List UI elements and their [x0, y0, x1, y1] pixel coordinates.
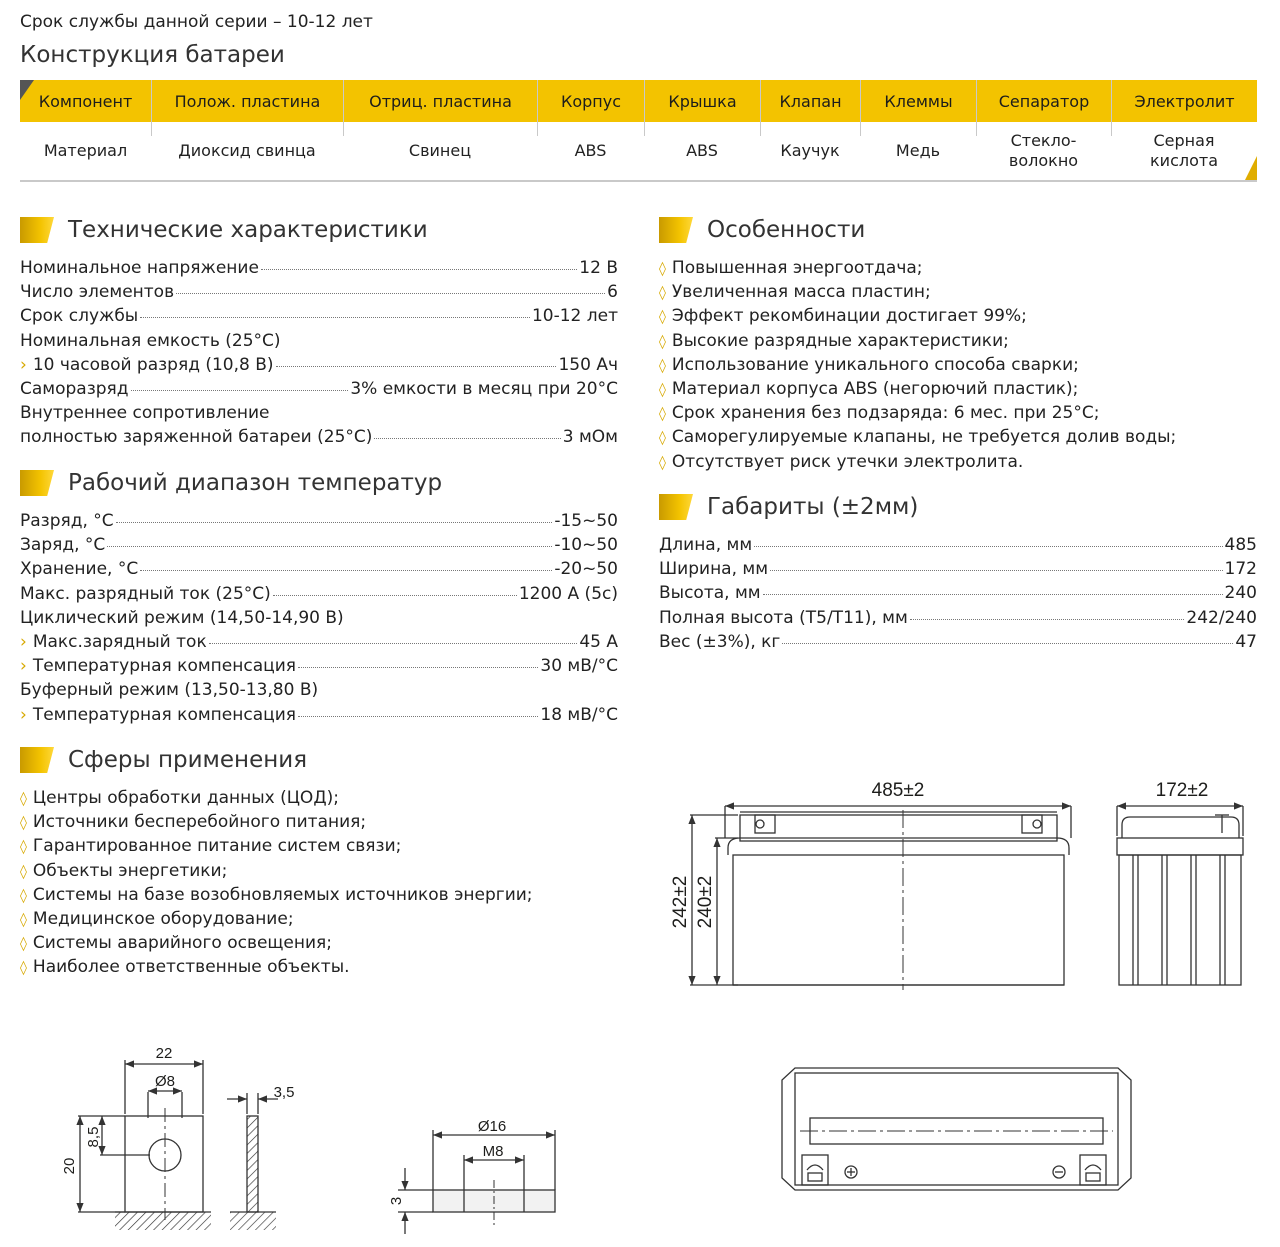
diamond-bullet-icon: ◊: [659, 454, 666, 471]
list-item-text: Эффект рекомбинации достигает 99%;: [671, 306, 1027, 327]
washer-thickness-label: 3: [388, 1196, 405, 1206]
spec-label: Вес (±3%), кг: [659, 631, 781, 652]
terminal-offset-label: 8,5: [85, 1126, 102, 1148]
list-item-text: Объекты энергетики;: [32, 860, 228, 881]
list-item-text: Системы аварийного освещения;: [32, 933, 333, 954]
spec-value: 485: [1224, 535, 1257, 555]
spec-label: Саморазряд: [20, 378, 129, 399]
cell-negative-plate: Свинец: [408, 141, 472, 160]
dimensions-title: Габариты (±2мм): [707, 494, 919, 520]
spec-label: Хранение, °С: [20, 559, 139, 580]
col-header-terminals: Клеммы: [860, 80, 976, 122]
spec-label: Разряд, °С: [20, 511, 114, 531]
col-header-electrolyte: Электролит: [1111, 80, 1257, 122]
spec-value: 18 мВ/°С: [540, 704, 618, 725]
list-item-text: Повышенная энергоотдача;: [671, 258, 923, 278]
list-item-text: Отсутствует риск утечки электролита.: [671, 451, 1024, 472]
terminal-width-label: 22: [155, 1045, 173, 1062]
diamond-bullet-icon: ◊: [659, 406, 666, 423]
row-label-material: Материал: [43, 141, 128, 160]
total-height-label: 242±2: [670, 875, 691, 929]
chevron-right-icon: ›: [20, 656, 27, 677]
list-item-text: Медицинское оборудование;: [32, 908, 294, 929]
chevron-right-icon: ›: [20, 354, 27, 375]
col-header-positive-plate: Полож. пластина: [151, 80, 343, 122]
col-header-lid: Крышка: [644, 80, 760, 122]
spec-value: 3 мОм: [562, 427, 618, 448]
diamond-bullet-icon: ◊: [20, 936, 27, 953]
spec-value: 240: [1224, 583, 1257, 604]
diamond-bullet-icon: ◊: [20, 887, 27, 904]
diamond-bullet-icon: ◊: [20, 911, 27, 928]
spec-value: 45 А: [579, 631, 618, 652]
cell-valve: Каучук: [780, 141, 840, 160]
col-header-valve: Клапан: [760, 80, 860, 122]
spec-value: 12 В: [579, 258, 618, 278]
features-title: Особенности: [707, 217, 866, 243]
list-item-text: Наиболее ответственные объекты.: [32, 957, 350, 978]
list-item-text: Источники бесперебойного питания;: [32, 812, 367, 833]
spec-label: Макс.зарядный ток: [32, 631, 207, 652]
terminal-height-label: 20: [61, 1157, 78, 1175]
list-item-text: Срок хранения без подзаряда: 6 мес. при 25°С;: [671, 403, 1100, 424]
col-header-case: Корпус: [537, 80, 644, 122]
list-item-text: Использование уникального способа сварки;: [671, 354, 1079, 375]
diamond-bullet-icon: ◊: [659, 261, 666, 277]
cell-electrolyte: Серная кислота: [1150, 131, 1218, 170]
spec-value: 10-12 лет: [531, 306, 618, 327]
list-item-text: Увеличенная масса пластин;: [671, 282, 931, 303]
spec-value: 150 Ач: [558, 354, 618, 375]
service-life-note: Срок службы данной серии – 10-12 лет: [20, 12, 373, 32]
spec-value: 30 мВ/°С: [540, 656, 618, 677]
spec-label: Циклический режим (14,50-14,90 В): [20, 607, 344, 628]
col-header-separator: Сепаратор: [976, 80, 1111, 122]
washer-detail-drawing: [398, 1130, 555, 1234]
spec-label: Срок службы: [20, 306, 139, 327]
spec-label: Температурная компенсация: [32, 704, 296, 725]
diamond-bullet-icon: ◊: [20, 960, 27, 977]
spec-label: Высота, мм: [659, 583, 761, 604]
battery-side-view: [1117, 806, 1243, 985]
diamond-bullet-icon: ◊: [659, 357, 666, 374]
diamond-bullet-icon: ◊: [659, 381, 666, 398]
col-header-component: Компонент: [38, 91, 133, 111]
spec-label: Внутреннее сопротивление: [20, 403, 270, 424]
spec-label: Температурная компенсация: [32, 656, 296, 677]
cell-positive-plate: Диоксид свинца: [178, 141, 316, 160]
diamond-bullet-icon: ◊: [659, 430, 666, 447]
battery-front-view: [690, 806, 1071, 990]
washer-thread-label: M8: [482, 1143, 504, 1160]
spec-label: Буферный режим (13,50-13,80 В): [20, 680, 319, 701]
terminal-hole-label: Ø8: [154, 1073, 176, 1090]
cell-lid: ABS: [686, 141, 718, 160]
case-height-label: 240±2: [695, 875, 716, 929]
spec-value: 1200 А (5с): [518, 583, 618, 604]
spec-value: -20~50: [554, 559, 618, 580]
list-item-text: Саморегулируемые клапаны, не требуется долив воды;: [671, 427, 1177, 448]
spec-label: 10 часовой разряд (10,8 В): [32, 354, 274, 375]
spec-value: 6: [607, 282, 618, 303]
spec-value: -15~50: [554, 511, 618, 531]
spec-value: 172: [1224, 559, 1257, 580]
diamond-bullet-icon: ◊: [659, 309, 666, 326]
diamond-bullet-icon: ◊: [20, 839, 27, 856]
spec-label: Длина, мм: [659, 535, 753, 555]
diamond-bullet-icon: ◊: [20, 815, 27, 832]
list-item-text: Материал корпуса ABS (негорючий пластик);: [671, 378, 1079, 399]
spec-label: Ширина, мм: [659, 559, 769, 580]
diamond-bullet-icon: ◊: [20, 791, 27, 807]
applications-title: Сферы применения: [68, 747, 308, 773]
diamond-bullet-icon: ◊: [659, 333, 666, 350]
chevron-right-icon: ›: [20, 631, 27, 652]
cell-separator: Стекло- волокно: [1008, 131, 1079, 170]
side-width-label: 172±2: [1155, 780, 1209, 801]
diamond-bullet-icon: ◊: [659, 285, 666, 302]
spec-value: 3% емкости в месяц при 20°С: [350, 378, 618, 399]
chevron-right-icon: ›: [20, 704, 27, 725]
terminal-thickness-label: 3,5: [273, 1084, 295, 1101]
list-item-text: Гарантированное питание систем связи;: [32, 836, 402, 857]
temp-title: Рабочий диапазон температур: [68, 470, 443, 496]
spec-label: Полная высота (Т5/Т11), мм: [659, 607, 908, 628]
list-item-text: Высокие разрядные характеристики;: [671, 330, 1009, 351]
spec-value: 242/240: [1186, 607, 1257, 628]
list-item-text: Системы на базе возобновляемых источников энергии;: [32, 884, 533, 905]
cell-case: ABS: [574, 141, 607, 160]
spec-value: 47: [1235, 631, 1257, 652]
spec-value: -10~50: [554, 535, 618, 556]
spec-label: Число элементов: [20, 282, 175, 303]
battery-top-view: [782, 1068, 1131, 1190]
spec-label: Макс. разрядный ток (25°С): [20, 583, 271, 604]
cell-terminals: Медь: [895, 141, 941, 160]
spec-label: Номинальное напряжение: [20, 258, 259, 278]
washer-outer-label: Ø16: [477, 1118, 507, 1135]
construction-title: Конструкция батареи: [20, 42, 285, 68]
list-item-text: Центры обработки данных (ЦОД);: [32, 788, 339, 808]
spec-label: Номинальная емкость (25°С): [20, 330, 281, 351]
tech-title: Технические характеристики: [68, 217, 428, 243]
terminal-side-drawing: [227, 1093, 278, 1230]
spec-label: Заряд, °С: [20, 535, 106, 556]
col-header-negative-plate: Отриц. пластина: [343, 80, 537, 122]
spec-label: полностью заряженной батареи (25°С): [20, 427, 373, 448]
diamond-bullet-icon: ◊: [20, 863, 27, 880]
front-width-label: 485±2: [871, 780, 925, 801]
